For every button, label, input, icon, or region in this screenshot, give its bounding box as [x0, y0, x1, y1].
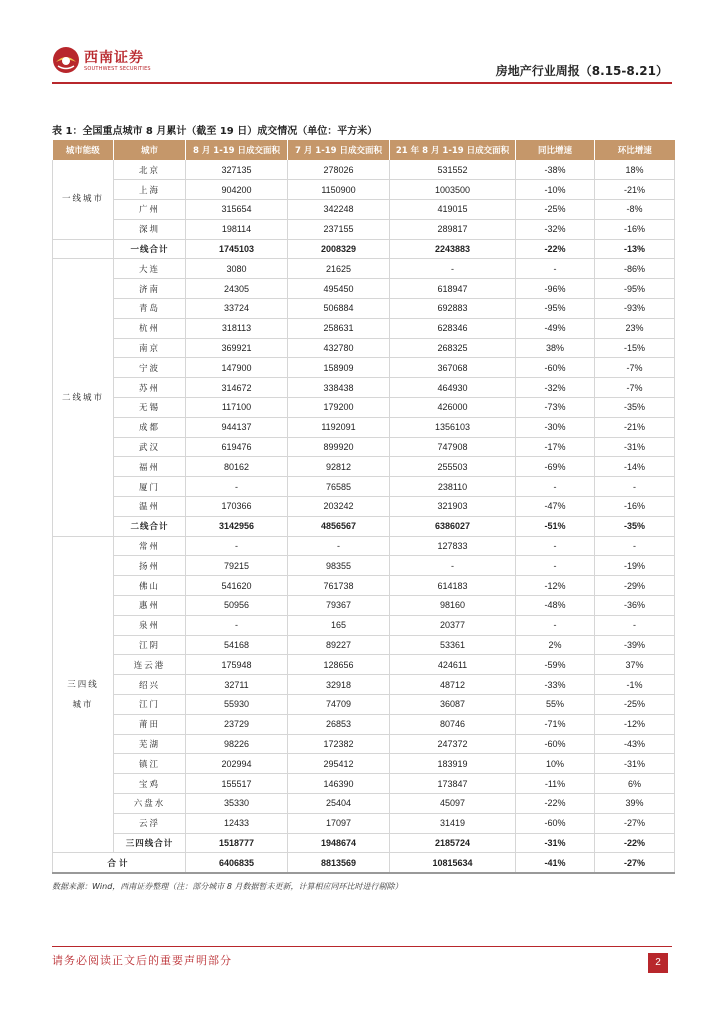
table-row	[53, 338, 675, 358]
value-cell: -22%	[516, 794, 595, 814]
value-cell: 31419	[390, 813, 516, 833]
logo	[52, 44, 152, 78]
value-cell: -12%	[595, 714, 675, 734]
value-cell: 314672	[186, 378, 288, 398]
tier-label: 二线城市	[61, 392, 104, 403]
value-cell: 98226	[186, 734, 288, 754]
table-row	[53, 615, 675, 635]
table-row	[53, 695, 675, 715]
city-cell: 无锡	[114, 398, 186, 418]
value-cell: -93%	[595, 299, 675, 319]
value-cell: 165	[288, 615, 390, 635]
value-cell: 432780	[288, 338, 390, 358]
value-cell: -51%	[516, 516, 595, 536]
value-cell: 618947	[390, 279, 516, 299]
table-row	[53, 279, 675, 299]
table-row	[53, 378, 675, 398]
value-cell: 98160	[390, 596, 516, 616]
value-cell: 531552	[390, 160, 516, 180]
value-cell: -32%	[516, 219, 595, 239]
value-cell: 146390	[288, 774, 390, 794]
tier-spacer-cell	[53, 239, 114, 259]
value-cell: 419015	[390, 200, 516, 220]
city-cell: 云浮	[114, 813, 186, 833]
value-cell: 175948	[186, 655, 288, 675]
city-cell: 青岛	[114, 299, 186, 319]
value-cell: 198114	[186, 219, 288, 239]
value-cell: 54168	[186, 635, 288, 655]
logo-mark-icon	[52, 46, 80, 74]
value-cell: 2%	[516, 635, 595, 655]
city-cell: 大连	[114, 259, 186, 279]
table-row	[53, 754, 675, 774]
value-cell: 32918	[288, 675, 390, 695]
value-cell: -31%	[595, 754, 675, 774]
value-cell: -73%	[516, 398, 595, 418]
value-cell: -30%	[516, 417, 595, 437]
value-cell: -	[516, 556, 595, 576]
source-note: 数据来源：Wind，西南证券整理（注：部分城市 8 月数据暂未更新，计算相应同环比时进行剔除）	[52, 882, 403, 891]
value-cell: 98355	[288, 556, 390, 576]
value-cell: -16%	[595, 219, 675, 239]
col-header-mom: 环比增速	[595, 140, 675, 160]
value-cell: 614183	[390, 576, 516, 596]
value-cell: 80162	[186, 457, 288, 477]
col-header-2021: 21 年 8 月 1-19 日成交面积	[390, 140, 516, 160]
value-cell: 2008329	[288, 239, 390, 259]
city-cell: 宁波	[114, 358, 186, 378]
value-cell: 147900	[186, 358, 288, 378]
value-cell: 944137	[186, 417, 288, 437]
table-row	[53, 794, 675, 814]
value-cell: 79367	[288, 596, 390, 616]
value-cell: -25%	[516, 200, 595, 220]
value-cell: 424611	[390, 655, 516, 675]
table-row	[53, 160, 675, 180]
value-cell: 173847	[390, 774, 516, 794]
value-cell: -10%	[516, 180, 595, 200]
value-cell: -71%	[516, 714, 595, 734]
value-cell: 179200	[288, 398, 390, 418]
value-cell: 183919	[390, 754, 516, 774]
value-cell: 37%	[595, 655, 675, 675]
value-cell: 10%	[516, 754, 595, 774]
value-cell: 38%	[516, 338, 595, 358]
table-row	[53, 675, 675, 695]
city-cell: 武汉	[114, 437, 186, 457]
value-cell: -	[595, 536, 675, 556]
value-cell: 1518777	[186, 833, 288, 853]
value-cell: -60%	[516, 358, 595, 378]
value-cell: -33%	[516, 675, 595, 695]
table-row	[53, 596, 675, 616]
value-cell: 327135	[186, 160, 288, 180]
value-cell: 342248	[288, 200, 390, 220]
city-cell: 佛山	[114, 576, 186, 596]
table-row	[53, 774, 675, 794]
value-cell: 255503	[390, 457, 516, 477]
value-cell: 117100	[186, 398, 288, 418]
city-cell: 绍兴	[114, 675, 186, 695]
value-cell: 3142956	[186, 516, 288, 536]
value-cell: -39%	[595, 635, 675, 655]
value-cell: -41%	[516, 853, 595, 873]
city-cell: 常州	[114, 536, 186, 556]
value-cell: -60%	[516, 813, 595, 833]
value-cell: 495450	[288, 279, 390, 299]
table-row	[53, 417, 675, 437]
city-cell: 一线合计	[114, 239, 186, 259]
value-cell: -59%	[516, 655, 595, 675]
value-cell: -38%	[516, 160, 595, 180]
value-cell: 6%	[595, 774, 675, 794]
value-cell: -69%	[516, 457, 595, 477]
city-cell: 南京	[114, 338, 186, 358]
city-cell: 苏州	[114, 378, 186, 398]
value-cell: 10815634	[390, 853, 516, 873]
value-cell: -7%	[595, 358, 675, 378]
value-cell: -1%	[595, 675, 675, 695]
table-row	[53, 318, 675, 338]
value-cell: -35%	[595, 398, 675, 418]
value-cell: -43%	[595, 734, 675, 754]
report-title: 房地产行业周报（8.15-8.21）	[495, 64, 668, 78]
city-cell: 福州	[114, 457, 186, 477]
value-cell: -7%	[595, 378, 675, 398]
city-cell: 惠州	[114, 596, 186, 616]
value-cell: 202994	[186, 754, 288, 774]
col-header-jul: 7 月 1-19 日成交面积	[288, 140, 390, 160]
table-row	[53, 200, 675, 220]
value-cell: -95%	[516, 299, 595, 319]
value-cell: -29%	[595, 576, 675, 596]
value-cell: -86%	[595, 259, 675, 279]
footer-divider	[52, 946, 672, 947]
value-cell: 55930	[186, 695, 288, 715]
city-cell: 镇江	[114, 754, 186, 774]
value-cell: -95%	[595, 279, 675, 299]
value-cell: -21%	[595, 180, 675, 200]
value-cell: 89227	[288, 635, 390, 655]
value-cell: 203242	[288, 497, 390, 517]
table-row	[53, 457, 675, 477]
footer-notice: 请务必阅读正文后的重要声明部分	[52, 954, 232, 967]
value-cell: -48%	[516, 596, 595, 616]
value-cell: -14%	[595, 457, 675, 477]
value-cell: 247372	[390, 734, 516, 754]
value-cell: 158909	[288, 358, 390, 378]
city-cell: 深圳	[114, 219, 186, 239]
value-cell: 48712	[390, 675, 516, 695]
value-cell: 367068	[390, 358, 516, 378]
table-row	[53, 477, 675, 497]
table-row	[53, 180, 675, 200]
value-cell: -	[186, 477, 288, 497]
value-cell: -	[390, 556, 516, 576]
value-cell: -	[516, 615, 595, 635]
value-cell: 23%	[595, 318, 675, 338]
value-cell: 2185724	[390, 833, 516, 853]
table-row	[53, 655, 675, 675]
city-cell: 江阴	[114, 635, 186, 655]
city-cell: 江门	[114, 695, 186, 715]
table-row	[53, 259, 675, 279]
value-cell: 619476	[186, 437, 288, 457]
value-cell: -36%	[595, 596, 675, 616]
col-header-tier: 城市能级	[53, 140, 114, 160]
value-cell: 20377	[390, 615, 516, 635]
table-header-row	[53, 140, 675, 160]
value-cell: 17097	[288, 813, 390, 833]
subtotal-row	[53, 516, 675, 536]
value-cell: 278026	[288, 160, 390, 180]
city-cell: 莆田	[114, 714, 186, 734]
value-cell: -60%	[516, 734, 595, 754]
subtotal-row	[53, 239, 675, 259]
value-cell: 747908	[390, 437, 516, 457]
value-cell: 3080	[186, 259, 288, 279]
value-cell: 24305	[186, 279, 288, 299]
value-cell: 1003500	[390, 180, 516, 200]
value-cell: 128656	[288, 655, 390, 675]
table-row	[53, 219, 675, 239]
value-cell: 295412	[288, 754, 390, 774]
table-row	[53, 714, 675, 734]
value-cell: -	[288, 536, 390, 556]
value-cell: 268325	[390, 338, 516, 358]
value-cell: 761738	[288, 576, 390, 596]
city-cell: 宝鸡	[114, 774, 186, 794]
city-cell: 泉州	[114, 615, 186, 635]
value-cell: 464930	[390, 378, 516, 398]
col-header-yoy: 同比增速	[516, 140, 595, 160]
value-cell: 338438	[288, 378, 390, 398]
value-cell: 1150900	[288, 180, 390, 200]
total-row	[53, 853, 675, 873]
table-row	[53, 536, 675, 556]
value-cell: 237155	[288, 219, 390, 239]
city-cell: 连云港	[114, 655, 186, 675]
col-header-aug: 8 月 1-19 日成交面积	[186, 140, 288, 160]
col-header-city: 城市	[114, 140, 186, 160]
value-cell: -31%	[595, 437, 675, 457]
value-cell: 55%	[516, 695, 595, 715]
city-cell: 杭州	[114, 318, 186, 338]
value-cell: 318113	[186, 318, 288, 338]
table-row	[53, 813, 675, 833]
value-cell: -96%	[516, 279, 595, 299]
tier-label: 一线城市	[61, 194, 104, 205]
value-cell: -22%	[516, 239, 595, 259]
value-cell: 692883	[390, 299, 516, 319]
city-cell: 厦门	[114, 477, 186, 497]
table-row	[53, 556, 675, 576]
value-cell: 628346	[390, 318, 516, 338]
value-cell: 32711	[186, 675, 288, 695]
value-cell: 25404	[288, 794, 390, 814]
value-cell: 45097	[390, 794, 516, 814]
value-cell: 39%	[595, 794, 675, 814]
tier-label-cell	[53, 536, 114, 853]
tier-label: 三四线	[67, 679, 99, 690]
city-cell: 扬州	[114, 556, 186, 576]
value-cell: -12%	[516, 576, 595, 596]
tier-label-cell	[53, 160, 114, 239]
value-cell: 23729	[186, 714, 288, 734]
table-row	[53, 576, 675, 596]
city-cell: 芜湖	[114, 734, 186, 754]
value-cell: -13%	[595, 239, 675, 259]
value-cell: 74709	[288, 695, 390, 715]
table-row	[53, 299, 675, 319]
value-cell: 321903	[390, 497, 516, 517]
value-cell: -35%	[595, 516, 675, 536]
city-cell: 二线合计	[114, 516, 186, 536]
header-divider	[52, 82, 672, 84]
value-cell: 80746	[390, 714, 516, 734]
value-cell: 904200	[186, 180, 288, 200]
value-cell: -	[595, 477, 675, 497]
subtotal-row	[53, 833, 675, 853]
value-cell: -11%	[516, 774, 595, 794]
value-cell: 426000	[390, 398, 516, 418]
value-cell: 21625	[288, 259, 390, 279]
value-cell: -	[595, 615, 675, 635]
value-cell: 76585	[288, 477, 390, 497]
tier-label-cell	[53, 259, 114, 536]
table-row	[53, 437, 675, 457]
value-cell: 1356103	[390, 417, 516, 437]
city-cell: 上海	[114, 180, 186, 200]
value-cell: -25%	[595, 695, 675, 715]
value-cell: 506884	[288, 299, 390, 319]
value-cell: 155517	[186, 774, 288, 794]
value-cell: 172382	[288, 734, 390, 754]
value-cell: 369921	[186, 338, 288, 358]
city-cell: 三四线合计	[114, 833, 186, 853]
value-cell: 6386027	[390, 516, 516, 536]
value-cell: -17%	[516, 437, 595, 457]
value-cell: -31%	[516, 833, 595, 853]
transaction-table	[52, 140, 675, 874]
page-number: 2	[648, 953, 668, 973]
value-cell: 50956	[186, 596, 288, 616]
table-row	[53, 358, 675, 378]
city-cell: 北京	[114, 160, 186, 180]
table-caption: 表 1：全国重点城市 8 月累计（截至 19 日）成交情况（单位：平方米）	[52, 126, 378, 137]
city-cell: 温州	[114, 497, 186, 517]
value-cell: 33724	[186, 299, 288, 319]
logo-cn-text: 西南证券	[84, 50, 144, 66]
value-cell: 541620	[186, 576, 288, 596]
value-cell: -	[516, 536, 595, 556]
city-cell: 济南	[114, 279, 186, 299]
value-cell: 36087	[390, 695, 516, 715]
value-cell: 92812	[288, 457, 390, 477]
city-cell: 成都	[114, 417, 186, 437]
value-cell: 899920	[288, 437, 390, 457]
value-cell: 2243883	[390, 239, 516, 259]
value-cell: 170366	[186, 497, 288, 517]
value-cell: -	[186, 615, 288, 635]
value-cell: 6406835	[186, 853, 288, 873]
value-cell: 18%	[595, 160, 675, 180]
value-cell: 1192091	[288, 417, 390, 437]
value-cell: 79215	[186, 556, 288, 576]
value-cell: 35330	[186, 794, 288, 814]
table-row	[53, 398, 675, 418]
value-cell: -27%	[595, 853, 675, 873]
value-cell: -19%	[595, 556, 675, 576]
value-cell: 12433	[186, 813, 288, 833]
value-cell: -	[390, 259, 516, 279]
value-cell: -32%	[516, 378, 595, 398]
value-cell: -15%	[595, 338, 675, 358]
value-cell: 315654	[186, 200, 288, 220]
value-cell: -16%	[595, 497, 675, 517]
table-row	[53, 734, 675, 754]
table-row	[53, 497, 675, 517]
value-cell: -47%	[516, 497, 595, 517]
value-cell: 238110	[390, 477, 516, 497]
value-cell: 8813569	[288, 853, 390, 873]
value-cell: 1948674	[288, 833, 390, 853]
tier-label: 城市	[72, 699, 94, 710]
value-cell: 127833	[390, 536, 516, 556]
value-cell: 258631	[288, 318, 390, 338]
value-cell: -8%	[595, 200, 675, 220]
city-cell: 六盘水	[114, 794, 186, 814]
value-cell: 289817	[390, 219, 516, 239]
logo-en-text: SOUTHWEST SECURITIES	[84, 66, 151, 72]
value-cell: -	[516, 477, 595, 497]
value-cell: 4856567	[288, 516, 390, 536]
value-cell: -27%	[595, 813, 675, 833]
city-cell: 合计	[53, 853, 186, 873]
value-cell: 1745103	[186, 239, 288, 259]
value-cell: 26853	[288, 714, 390, 734]
table-row	[53, 635, 675, 655]
value-cell: -	[516, 259, 595, 279]
value-cell: 53361	[390, 635, 516, 655]
value-cell: -21%	[595, 417, 675, 437]
value-cell: -	[186, 536, 288, 556]
city-cell: 广州	[114, 200, 186, 220]
value-cell: -22%	[595, 833, 675, 853]
value-cell: -49%	[516, 318, 595, 338]
